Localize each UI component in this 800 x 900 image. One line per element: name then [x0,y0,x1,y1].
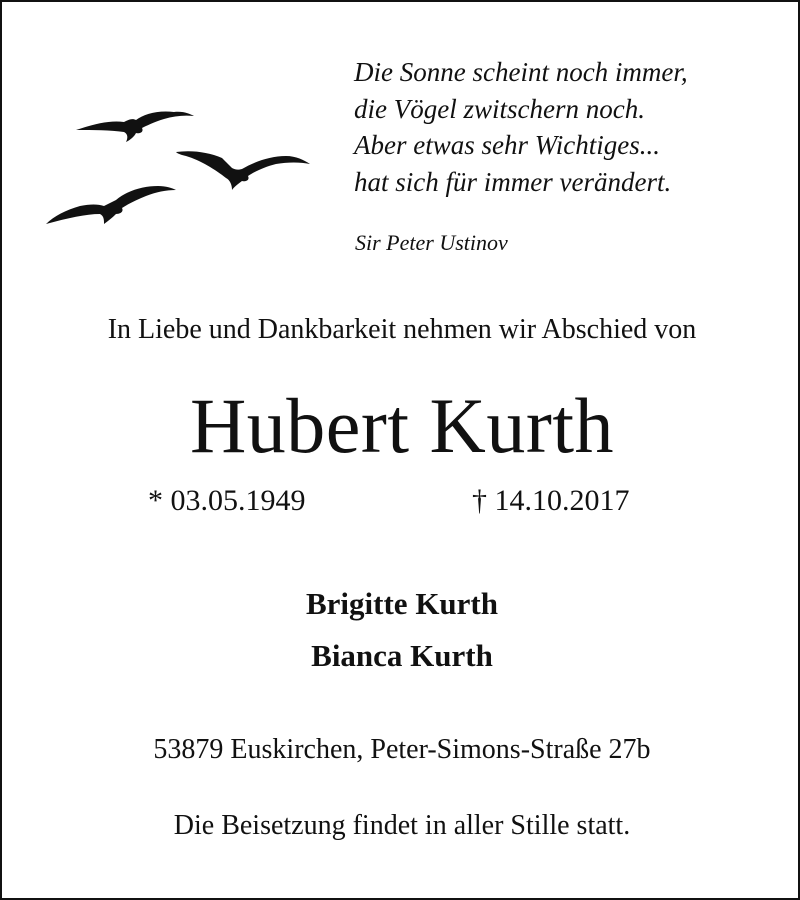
family-address: 53879 Euskirchen, Peter-Simons-Straße 27b [153,734,651,765]
bird-icon [176,151,310,190]
death-date: † 14.10.2017 [472,484,630,517]
mourner-name: Bianca Kurth [311,638,493,673]
quote-line: Aber etwas sehr Wichtiges... [354,130,660,160]
burial-note: Die Beisetzung findet in aller Stille statt. [173,810,631,841]
flying-birds-icon [24,54,324,274]
mourner-name: Brigitte Kurth [306,586,498,621]
quote-author: Sir Peter Ustinov [355,230,508,255]
deceased-name: Hubert Kurth [189,382,615,469]
poem-quote [354,54,784,200]
bird-icon [46,186,176,224]
farewell-intro: In Liebe und Dankbarkeit nehmen wir Abschied von [107,314,697,345]
quote-line: die Vögel zwitschern noch. [354,93,645,124]
quote-line: hat sich für immer verändert. [354,166,672,197]
quote-line: Die Sonne scheint noch immer, [354,57,688,87]
birth-date: * 03.05.1949 [148,484,306,517]
bird-icon [76,111,194,142]
